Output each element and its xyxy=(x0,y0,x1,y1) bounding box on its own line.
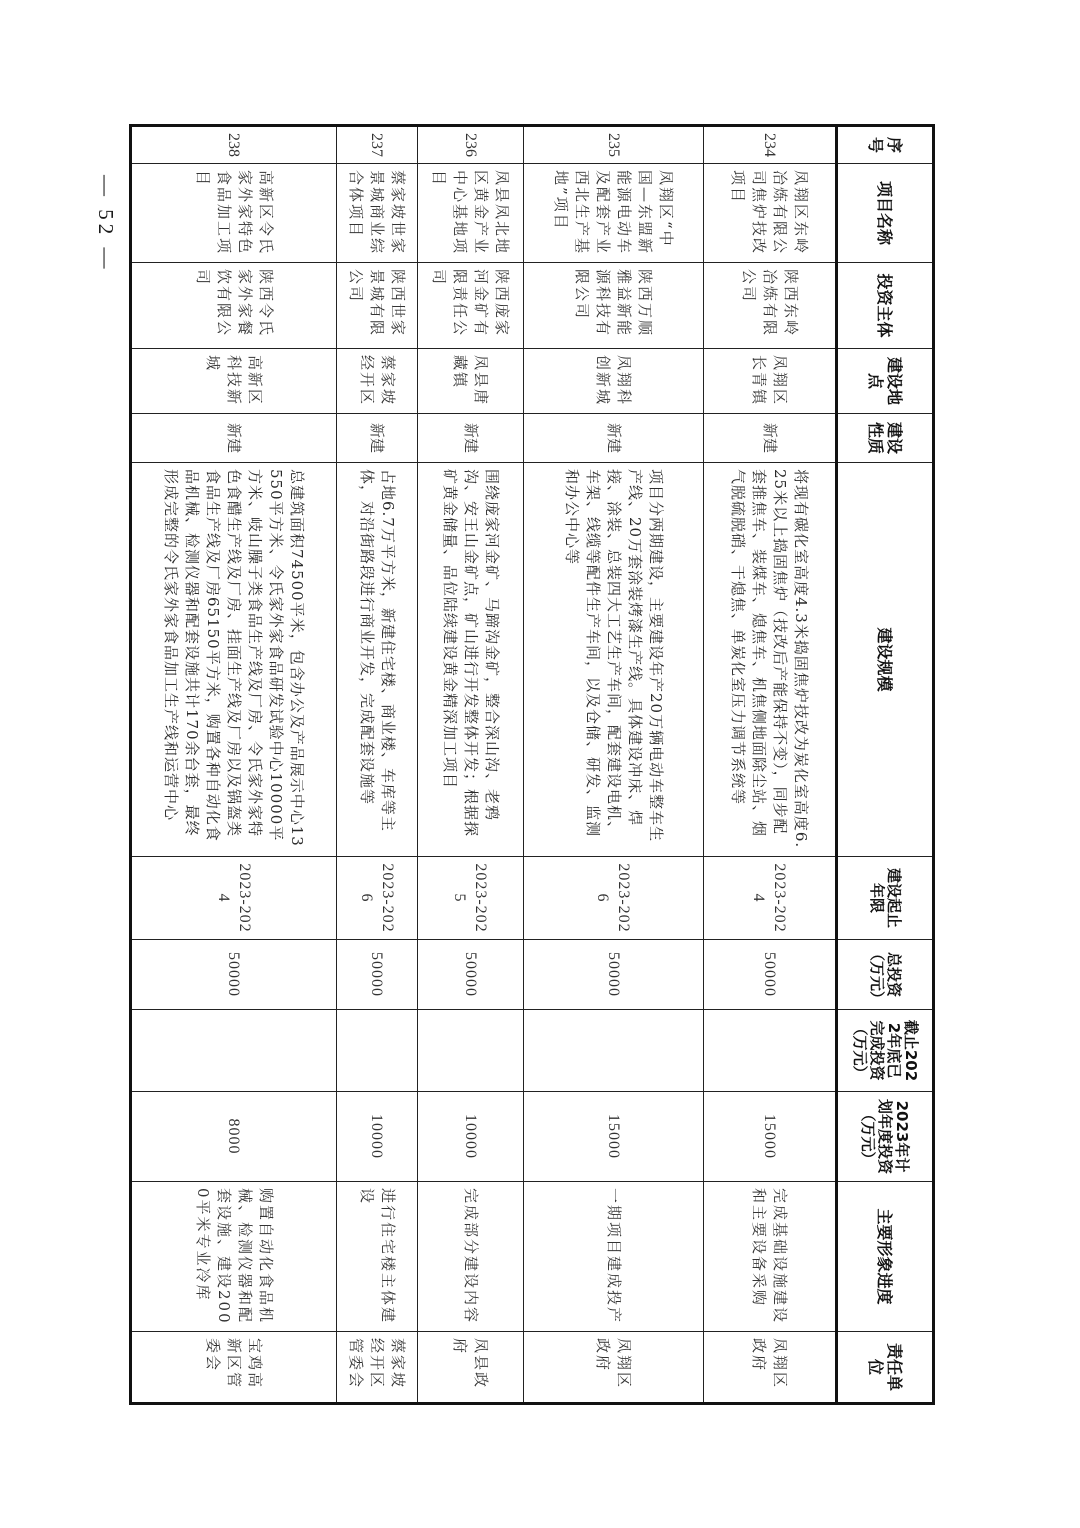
header-scope: 建设规模 xyxy=(837,463,934,857)
cell-plan-2023: 10000 xyxy=(337,1092,418,1182)
table-row xyxy=(131,126,337,1404)
cell-responsible-unit: 凤翔区政府 xyxy=(524,1332,704,1404)
cell-location: 高新区科技新城 xyxy=(131,349,337,414)
cell-project-name: 凤县凤北地区黄金产业中心基地项目 xyxy=(418,164,524,263)
header-project-name: 项目名称 xyxy=(837,164,934,263)
project-table-container xyxy=(132,124,935,1402)
cell-investor: 陕西东岭冶炼有限公司 xyxy=(704,263,837,349)
cell-nature: 新建 xyxy=(337,414,418,463)
cell-seq: 237 xyxy=(337,126,418,164)
cell-nature: 新建 xyxy=(418,414,524,463)
cell-period: 2023-2024 xyxy=(131,857,337,940)
cell-project-name: 凤翔区东岭冶炼有限公司焦炉技改项目 xyxy=(704,164,837,263)
header-plan-2023: 2023年计划年度投资（万元） xyxy=(837,1092,934,1182)
cell-scope: 总建筑面积74500平米，包含办公及产品展示中心13550平方米、令氏家外家食品研发试验中心10000平方米、岐山臊子类食品生产线及厂房、令氏家外家特色食醋生产线及厂房、挂面生产线及厂房以及锅盔类食品生产线及厂房65150平方米，购置各种自动化食品机械、检测仪器和配套设施共计170余台套，最终形成完整的令氏家外家食品加工生产线和运营中心 xyxy=(131,463,337,857)
cell-completed-2022 xyxy=(524,1010,704,1092)
cell-completed-2022 xyxy=(337,1010,418,1092)
header-total-investment: 总投资（万元） xyxy=(837,940,934,1010)
cell-progress: 购置自动化食品机械、检测仪器和配套设施、建设2000平米专业冷库 xyxy=(131,1182,337,1332)
cell-progress: 一期项目建成投产 xyxy=(524,1182,704,1332)
cell-location: 凤翔科创新城 xyxy=(524,349,704,414)
cell-scope: 将现有碳化室高度4.3米捣固焦炉技改为炭化室高度6.25米以上捣固焦炉（技改后产能保持不变），同步配套推焦车、装煤车、熄焦车、机焦侧地面除尘站、烟气脱硫脱硝、干熄焦、单炭化室压力调节系统等 xyxy=(704,463,837,857)
cell-completed-2022 xyxy=(418,1010,524,1092)
cell-location: 蔡家坡经开区 xyxy=(337,349,418,414)
cell-total-investment: 50000 xyxy=(337,940,418,1010)
header-responsible-unit: 责任单位 xyxy=(837,1332,934,1404)
cell-nature: 新建 xyxy=(131,414,337,463)
table-header-row xyxy=(837,126,934,1404)
cell-period: 2023-2026 xyxy=(337,857,418,940)
cell-seq: 236 xyxy=(418,126,524,164)
cell-progress: 进行住宅楼主体建设 xyxy=(337,1182,418,1332)
cell-nature: 新建 xyxy=(524,414,704,463)
table-row xyxy=(524,126,704,1404)
cell-period: 2023-2024 xyxy=(704,857,837,940)
header-nature: 建设性质 xyxy=(837,414,934,463)
cell-period: 2023-2025 xyxy=(418,857,524,940)
cell-total-investment: 50000 xyxy=(418,940,524,1010)
cell-project-name: 凤翔区“中国—东盟新能源电动车及配套产业西北生产基地”项目 xyxy=(524,164,704,263)
cell-completed-2022 xyxy=(704,1010,837,1092)
cell-location: 凤县唐藏镇 xyxy=(418,349,524,414)
cell-responsible-unit: 蔡家坡经开区管委会 xyxy=(337,1332,418,1404)
table-row xyxy=(337,126,418,1404)
table-row xyxy=(704,126,837,1404)
header-location: 建设地点 xyxy=(837,349,934,414)
header-seq: 序号 xyxy=(837,126,934,164)
cell-plan-2023: 8000 xyxy=(131,1092,337,1182)
cell-investor: 陕西世家景城有限公司 xyxy=(337,263,418,349)
cell-plan-2023: 15000 xyxy=(524,1092,704,1182)
cell-project-name: 高新区令氏家外家特色食品加工项目 xyxy=(131,164,337,263)
cell-total-investment: 50000 xyxy=(524,940,704,1010)
cell-responsible-unit: 凤翔区政府 xyxy=(704,1332,837,1404)
cell-seq: 235 xyxy=(524,126,704,164)
cell-investor: 陕西庞家河金矿有限责任公司 xyxy=(418,263,524,349)
cell-project-name: 蔡家坡世家景城商业综合体项目 xyxy=(337,164,418,263)
cell-investor: 陕西令氏家外家餐饮有限公司 xyxy=(131,263,337,349)
cell-total-investment: 50000 xyxy=(704,940,837,1010)
header-progress: 主要形象进度 xyxy=(837,1182,934,1332)
header-investor: 投资主体 xyxy=(837,263,934,349)
cell-responsible-unit: 宝鸡高新区管委会 xyxy=(131,1332,337,1404)
cell-scope: 占地6.7万平方米，新建住宅楼、商业楼、车库等主体，对沿街路段进行商业开发，完成配套设施等 xyxy=(337,463,418,857)
cell-completed-2022 xyxy=(131,1010,337,1092)
cell-progress: 完成部分建设内容 xyxy=(418,1182,524,1332)
cell-period: 2023-2026 xyxy=(524,857,704,940)
header-period: 建设起止年限 xyxy=(837,857,934,940)
cell-progress: 完成基础设施建设和主要设备采购 xyxy=(704,1182,837,1332)
cell-plan-2023: 10000 xyxy=(418,1092,524,1182)
header-completed-2022: 截止2022年底已完成投资（万元） xyxy=(837,1010,934,1092)
cell-scope: 项目分两期建设，主要建设年产20万辆电动车整车生产线、20万套涂装烤漆生产线。具体建设冲床、焊接、涂装、总装四大工艺生产车间，配套建设电机、车架、线缆等配件生产车间，以及仓储、研发、监测和办公中心等 xyxy=(524,463,704,857)
project-table xyxy=(129,124,935,1405)
cell-total-investment: 50000 xyxy=(131,940,337,1010)
cell-location: 凤翔区长青镇 xyxy=(704,349,837,414)
cell-seq: 238 xyxy=(131,126,337,164)
cell-plan-2023: 15000 xyxy=(704,1092,837,1182)
cell-investor: 陕西万顺雅益新能源科技有限公司 xyxy=(524,263,704,349)
table-row xyxy=(418,126,524,1404)
cell-seq: 234 xyxy=(704,126,837,164)
cell-nature: 新建 xyxy=(704,414,837,463)
cell-responsible-unit: 凤县政府 xyxy=(418,1332,524,1404)
cell-scope: 围绕庞家河金矿、马蹄沟金矿，整合深山沟、老鸦沟、安王山金矿点，矿山进行开发整体开发；根据探矿黄金储量、品位陆续建设黄金精深加工项目 xyxy=(418,463,524,857)
page-number-text: — 52 — xyxy=(94,175,118,273)
